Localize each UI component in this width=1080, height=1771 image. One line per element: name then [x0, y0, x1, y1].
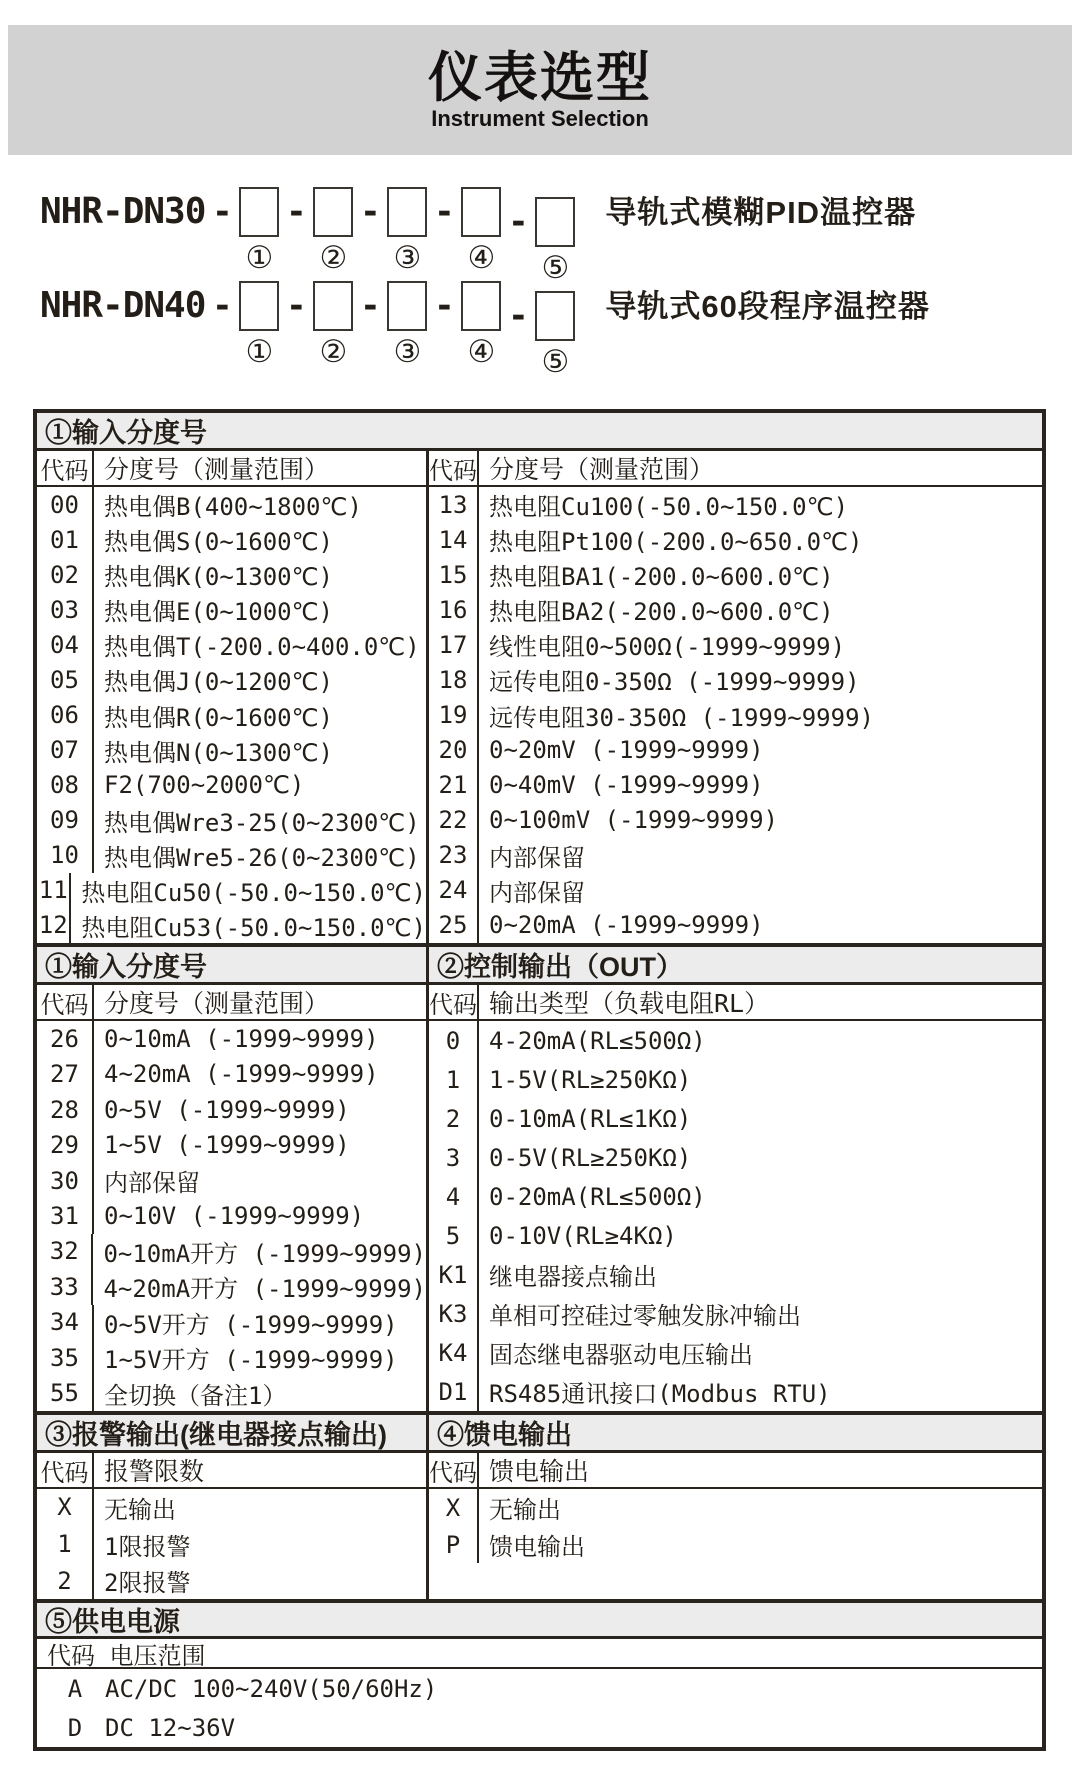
dash-separator: - — [508, 296, 529, 336]
table-row — [37, 487, 426, 522]
circled-number: ④ — [467, 334, 496, 369]
code-cell: 27 — [37, 1056, 94, 1091]
code-cell: 29 — [37, 1127, 94, 1162]
dash-separator: - — [434, 192, 455, 232]
section3-right-rows — [429, 1489, 1042, 1599]
code-cell: 26 — [37, 1021, 94, 1056]
desc-cell: 无输出 — [104, 1495, 176, 1524]
section2-right-rows — [429, 1021, 1042, 1411]
dash-separator: - — [286, 192, 307, 232]
desc-cell: 1~5V开方 (-1999~9999) — [104, 1346, 398, 1375]
table-row — [37, 627, 426, 662]
code-cell: 28 — [37, 1092, 94, 1127]
code-cell: 30 — [37, 1163, 94, 1198]
model-position-3 — [353, 281, 427, 370]
table-row — [37, 1376, 426, 1411]
code-cell: D — [67, 1713, 83, 1742]
table-row — [37, 1269, 426, 1304]
code-cell: 12 — [37, 908, 71, 943]
desc-cell: 4~20mA开方 (-1999~9999) — [103, 1275, 426, 1304]
table-row — [429, 873, 1042, 908]
code-cell: 09 — [37, 803, 94, 838]
code-cell: 1 — [37, 1526, 94, 1563]
code-cell: 19 — [429, 697, 479, 732]
code-cell: X — [37, 1489, 94, 1526]
code-cell: P — [429, 1526, 479, 1563]
table-row — [429, 487, 1042, 522]
code-cell: 33 — [37, 1269, 93, 1304]
desc-cell: 0-20mA(RL≤500Ω) — [489, 1182, 706, 1211]
desc-cell: 热电偶B(400~1800℃) — [104, 493, 362, 522]
model-description: 导轨式60段程序温控器 — [605, 289, 930, 324]
desc-cell: 固态继电器驱动电压输出 — [489, 1341, 753, 1369]
desc-cell: 单相可控硅过零触发脉冲输出 — [489, 1302, 801, 1330]
desc-cell: 热电偶K(0~1300℃) — [104, 563, 333, 592]
desc-cell: 2限报警 — [104, 1569, 191, 1598]
page-subtitle: Instrument Selection — [431, 106, 649, 131]
code-cell: 31 — [37, 1198, 94, 1233]
circled-number: ⑤ — [541, 250, 570, 285]
desc-cell: 远传电阻0-350Ω (-1999~9999) — [489, 668, 860, 697]
section1-left-rows — [37, 487, 426, 943]
table-row — [429, 1255, 1042, 1294]
table-row — [37, 697, 426, 732]
desc-cell: 0~5V (-1999~9999) — [104, 1095, 350, 1124]
code-cell: 07 — [37, 733, 94, 768]
section4-header: 代码 电压范围 — [37, 1639, 1042, 1669]
code-cell: 5 — [429, 1216, 479, 1255]
table-row — [37, 908, 426, 943]
section2-left-header — [37, 985, 426, 1021]
table-row — [429, 768, 1042, 803]
desc-cell: 热电偶Wre3-25(0~2300℃) — [104, 808, 420, 837]
desc-cell: 热电偶T(-200.0~400.0℃) — [104, 633, 420, 662]
selection-box — [387, 187, 427, 237]
section2-right-title: ②控制输出（OUT） — [437, 952, 683, 982]
desc-cell: 1限报警 — [104, 1532, 191, 1561]
table-row — [429, 1489, 1042, 1526]
section3-right-header — [429, 1453, 1042, 1489]
table-row — [55, 1714, 1042, 1742]
code-cell: 24 — [429, 873, 479, 908]
circled-number: ② — [319, 240, 348, 275]
desc-cell: 0~10mA开方 (-1999~9999) — [103, 1239, 426, 1268]
table-row — [37, 1021, 426, 1056]
code-cell: 02 — [37, 557, 94, 592]
selection-box — [313, 187, 353, 237]
section1-band — [37, 413, 1042, 451]
code-header: 代码 — [37, 1453, 94, 1487]
section4-rows — [37, 1669, 1042, 1747]
section1-left-header — [37, 451, 426, 487]
code-cell: 18 — [429, 662, 479, 697]
desc-cell: 全切换（备注1） — [104, 1381, 287, 1410]
code-cell: 16 — [429, 592, 479, 627]
model-position-5 — [501, 197, 575, 286]
desc-cell: 热电偶E(0~1000℃) — [104, 598, 333, 627]
selection-box — [239, 187, 279, 237]
code-cell: 34 — [37, 1305, 94, 1340]
table-row — [429, 1177, 1042, 1216]
section2-right-header — [429, 985, 1042, 1021]
code-cell: 2 — [37, 1562, 94, 1599]
desc-cell: 0~10V (-1999~9999) — [104, 1201, 365, 1230]
table-row — [429, 1333, 1042, 1372]
table-row — [429, 662, 1042, 697]
section2-left-title: ①输入分度号 — [37, 947, 429, 982]
table-row — [37, 557, 426, 592]
section2-band — [37, 943, 1042, 985]
desc-cell: 0~10mA (-1999~9999) — [104, 1024, 379, 1053]
code-cell: 32 — [37, 1234, 93, 1269]
selection-box — [535, 291, 575, 341]
desc-cell: 热电阻Cu53(-50.0~150.0℃) — [81, 913, 426, 942]
desc-cell: 4~20mA (-1999~9999) — [104, 1060, 379, 1089]
desc-cell: 0-5V(RL≥250KΩ) — [489, 1143, 692, 1172]
desc-cell: AC/DC 100~240V(50/60Hz) — [105, 1674, 438, 1703]
dash-separator: - — [212, 192, 233, 232]
desc-cell: RS485通讯接口(Modbus RTU) — [489, 1380, 831, 1408]
code-header: 代码 — [37, 451, 94, 485]
table-row — [429, 838, 1042, 873]
desc-cell: 热电偶S(0~1600℃) — [104, 528, 333, 557]
section3-body — [37, 1453, 1042, 1599]
table-row — [37, 1305, 426, 1340]
section3-left-rows — [37, 1489, 426, 1599]
code-cell: 08 — [37, 768, 94, 803]
model-description: 导轨式模糊PID温控器 — [605, 195, 917, 230]
desc-cell: 热电偶Wre5-26(0~2300℃) — [104, 843, 420, 872]
code-cell: 05 — [37, 662, 94, 697]
table-row — [429, 557, 1042, 592]
code-cell: K1 — [429, 1255, 479, 1294]
desc-cell: 0~20mV (-1999~9999) — [489, 736, 764, 765]
desc-header: 输出类型（负载电阻RL） — [489, 989, 770, 1018]
circled-number: ⑤ — [541, 344, 570, 379]
code-header: 代码 — [429, 451, 479, 485]
dash-separator: - — [286, 286, 307, 326]
desc-cell: 无输出 — [489, 1496, 561, 1524]
model-position-1 — [205, 281, 279, 370]
table-row — [429, 1526, 1042, 1563]
code-cell: 00 — [37, 487, 94, 522]
desc-header: 分度号（测量范围） — [104, 989, 330, 1018]
table-row — [37, 873, 426, 908]
code-cell: 17 — [429, 627, 479, 662]
code-cell: 2 — [429, 1099, 479, 1138]
table-row — [37, 1056, 426, 1091]
code-cell: 1 — [429, 1060, 479, 1099]
selection-box — [461, 281, 501, 331]
code-cell: 23 — [429, 838, 479, 873]
code-cell: 01 — [37, 522, 94, 557]
table-row — [429, 522, 1042, 557]
desc-cell: 0-10mA(RL≤1KΩ) — [489, 1104, 692, 1133]
table-row — [37, 1489, 426, 1526]
table-row — [429, 592, 1042, 627]
code-cell: X — [429, 1489, 479, 1526]
code-cell: 20 — [429, 733, 479, 768]
dash-separator: - — [508, 202, 529, 242]
section2-left-rows — [37, 1021, 426, 1411]
dash-separator: - — [434, 286, 455, 326]
circled-number: ① — [245, 334, 274, 369]
model-row-dn40 — [40, 281, 1080, 379]
section4-band — [37, 1599, 1042, 1639]
desc-cell: 线性电阻0~500Ω(-1999~9999) — [489, 633, 846, 662]
model-position-5 — [501, 291, 575, 380]
section1-body — [37, 451, 1042, 943]
table-row — [429, 1372, 1042, 1411]
desc-cell: 热电阻Cu50(-50.0~150.0℃) — [81, 878, 426, 907]
section4-title: ⑤供电电源 — [45, 1607, 180, 1637]
circled-number: ③ — [393, 240, 422, 275]
code-cell: 0 — [429, 1021, 479, 1060]
circled-number: ① — [245, 240, 274, 275]
code-cell: A — [67, 1674, 83, 1703]
code-cell: 15 — [429, 557, 479, 592]
table-row — [429, 803, 1042, 838]
desc-cell: 馈电输出 — [489, 1533, 585, 1561]
desc-cell: 热电阻BA2(-200.0~600.0℃) — [489, 598, 834, 627]
code-cell: 14 — [429, 522, 479, 557]
code-cell: 06 — [37, 697, 94, 732]
dash-separator: - — [360, 286, 381, 326]
desc-cell: 0~5V开方 (-1999~9999) — [104, 1310, 398, 1339]
table-row — [37, 1092, 426, 1127]
desc-header: 馈电输出 — [489, 1457, 590, 1486]
code-cell: K3 — [429, 1294, 479, 1333]
model-position-4 — [427, 187, 501, 276]
code-header: 代码 — [37, 985, 94, 1019]
model-name: NHR-DN40 — [40, 285, 206, 326]
desc-cell: 0~100mV (-1999~9999) — [489, 806, 778, 835]
table-row — [429, 1099, 1042, 1138]
table-row — [429, 1294, 1042, 1333]
table-row — [37, 1198, 426, 1233]
code-cell: 22 — [429, 803, 479, 838]
desc-cell: 4-20mA(RL≤500Ω) — [489, 1026, 706, 1055]
table-row — [37, 1127, 426, 1162]
code-header: 代码 — [429, 985, 479, 1019]
table-row — [429, 1216, 1042, 1255]
table-row — [37, 1163, 426, 1198]
selection-box — [239, 281, 279, 331]
dash-separator: - — [212, 286, 233, 326]
selection-box — [387, 281, 427, 331]
circled-number: ③ — [393, 334, 422, 369]
section3-left-header — [37, 1453, 426, 1489]
selection-box — [461, 187, 501, 237]
code-cell: 3 — [429, 1138, 479, 1177]
table-row — [37, 1562, 426, 1599]
table-row — [429, 908, 1042, 943]
desc-cell: 内部保留 — [489, 878, 585, 907]
model-position-3 — [353, 187, 427, 276]
desc-cell: 内部保留 — [104, 1169, 200, 1198]
circled-number: ② — [319, 334, 348, 369]
desc-header: 报警限数 — [104, 1457, 205, 1486]
table-row — [429, 1138, 1042, 1177]
desc-cell: 热电偶N(0~1300℃) — [104, 738, 333, 767]
code-cell: 11 — [37, 873, 71, 908]
code-cell: 10 — [37, 838, 94, 873]
table-row — [37, 1340, 426, 1375]
table-row — [37, 1526, 426, 1563]
table-row — [37, 592, 426, 627]
desc-cell: 内部保留 — [489, 843, 585, 872]
desc-cell: 0~20mA (-1999~9999) — [489, 911, 764, 940]
code-cell: 4 — [429, 1177, 479, 1216]
page-title: 仪表选型 — [428, 48, 652, 108]
model-position-2 — [279, 281, 353, 370]
table-row — [37, 1234, 426, 1269]
code-cell: 21 — [429, 768, 479, 803]
table-row — [37, 838, 426, 873]
table-row — [37, 522, 426, 557]
selection-box — [313, 281, 353, 331]
table-row — [37, 768, 426, 803]
code-cell: K4 — [429, 1333, 479, 1372]
desc-cell: DC 12~36V — [105, 1713, 236, 1742]
section3-left-title: ③报警输出(继电器接点输出) — [37, 1415, 429, 1450]
table-row — [37, 733, 426, 768]
section3-right-title: ④馈电输出 — [437, 1420, 572, 1450]
section3-band — [37, 1411, 1042, 1453]
desc-cell: 1~5V (-1999~9999) — [104, 1131, 350, 1160]
selection-table — [33, 409, 1046, 1751]
code-cell: 03 — [37, 592, 94, 627]
section1-right-rows — [429, 487, 1042, 943]
desc-cell: 热电偶J(0~1200℃) — [104, 668, 333, 697]
table-row — [37, 803, 426, 838]
model-position-1 — [205, 187, 279, 276]
table-row — [429, 733, 1042, 768]
code-cell: 04 — [37, 627, 94, 662]
selection-box — [535, 197, 575, 247]
code-header: 代码 — [429, 1453, 479, 1487]
table-row — [55, 1675, 1042, 1703]
section2-body — [37, 985, 1042, 1411]
code-cell: 25 — [429, 908, 479, 943]
model-name: NHR-DN30 — [40, 191, 206, 232]
title-banner — [8, 25, 1072, 155]
section1-title: ①输入分度号 — [45, 418, 207, 448]
desc-cell: 继电器接点输出 — [489, 1263, 657, 1291]
table-row — [37, 662, 426, 697]
code-cell: D1 — [429, 1372, 479, 1411]
desc-cell: 0~40mV (-1999~9999) — [489, 771, 764, 800]
circled-number: ④ — [467, 240, 496, 275]
model-position-4 — [427, 281, 501, 370]
table-row — [429, 1021, 1042, 1060]
code-cell: 35 — [37, 1340, 94, 1375]
model-row-dn30 — [40, 187, 1080, 285]
desc-cell: 0-10V(RL≥4KΩ) — [489, 1221, 677, 1250]
desc-header: 分度号（测量范围） — [104, 455, 330, 484]
dash-separator: - — [360, 192, 381, 232]
section1-right-header — [429, 451, 1042, 487]
table-row — [429, 1060, 1042, 1099]
desc-cell: 1-5V(RL≥250KΩ) — [489, 1065, 692, 1094]
desc-cell: 热电阻BA1(-200.0~600.0℃) — [489, 563, 834, 592]
code-cell: 13 — [429, 487, 479, 522]
desc-cell: F2(700~2000℃) — [104, 771, 305, 800]
desc-cell: 热电阻Cu100(-50.0~150.0℃) — [489, 493, 849, 522]
model-code-section — [40, 187, 1080, 379]
desc-cell: 热电偶R(0~1600℃) — [104, 703, 333, 732]
desc-cell: 热电阻Pt100(-200.0~650.0℃) — [489, 528, 863, 557]
table-row — [429, 697, 1042, 732]
model-position-2 — [279, 187, 353, 276]
desc-header: 分度号（测量范围） — [489, 455, 715, 484]
desc-cell: 远传电阻30-350Ω (-1999~9999) — [489, 703, 874, 732]
code-cell: 55 — [37, 1376, 94, 1411]
table-row — [429, 627, 1042, 662]
